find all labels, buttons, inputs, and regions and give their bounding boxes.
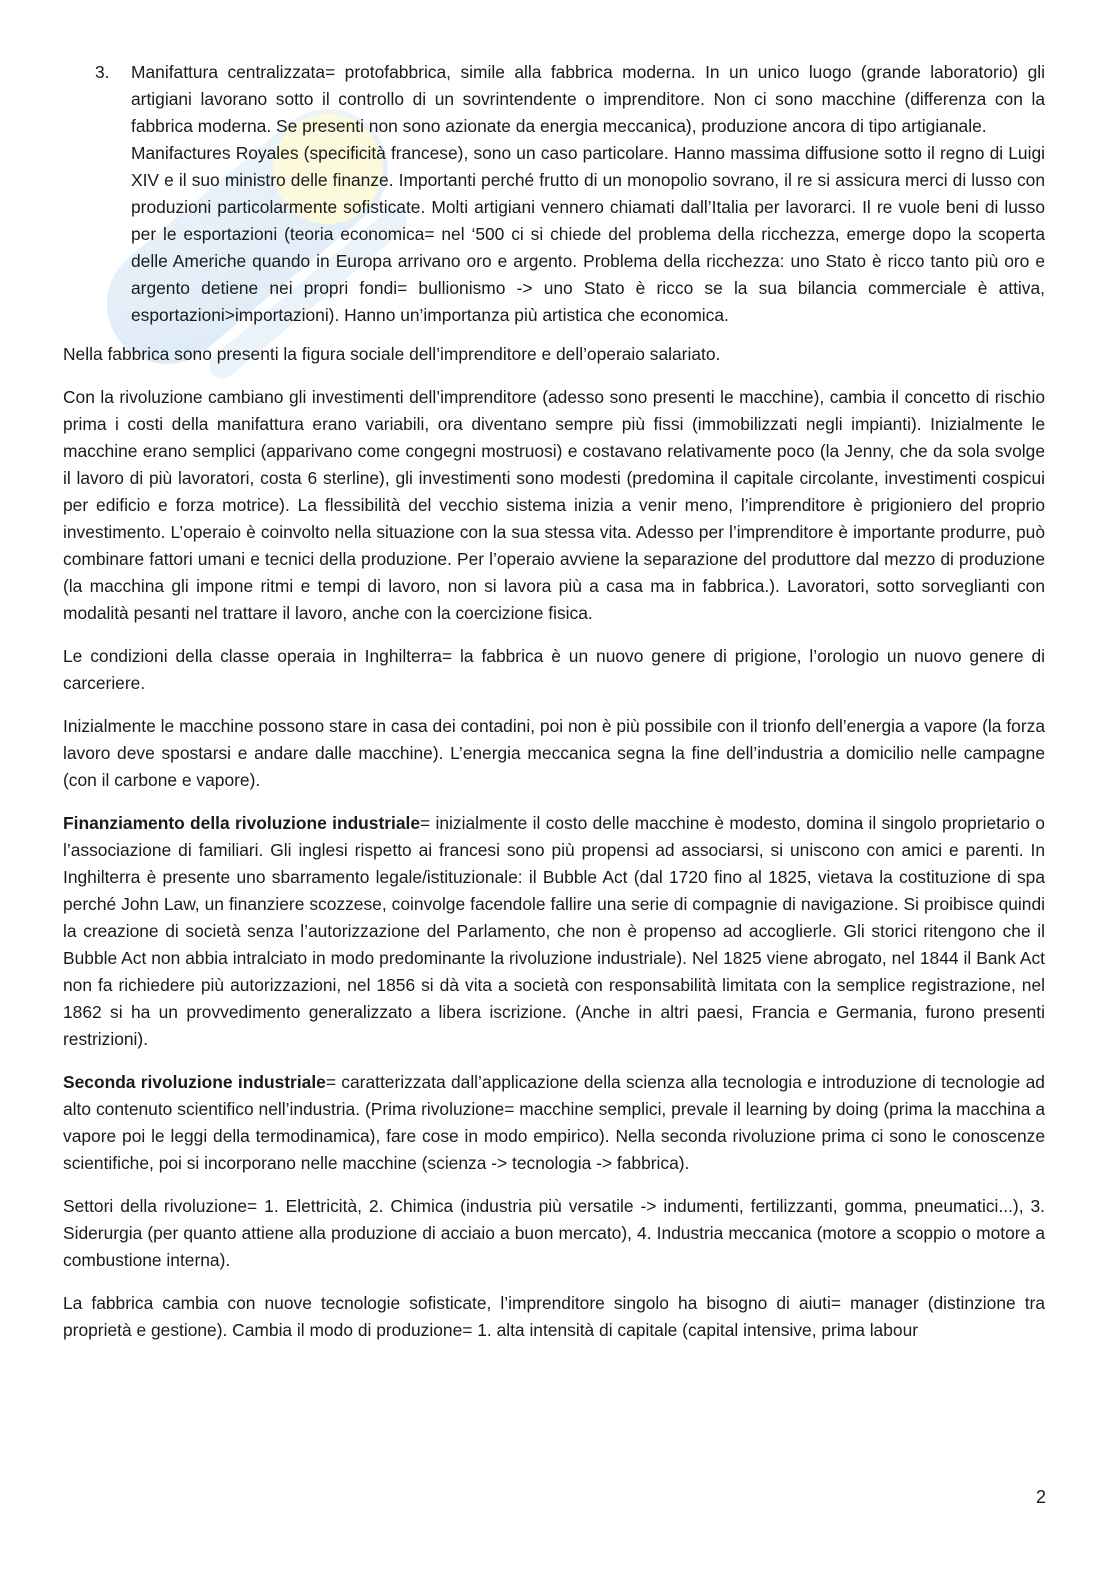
second-revolution-text: = caratterizzata dall’applicazione della scienza alla tecnologia e introduzione di tecnologie ad alto contenuto scientifico nell’industria. (Prima rivoluzione= macchine semplici, prevale il learning by doing (prima la macchina a vapore poi le leggi della termodinamica), fare cose in modo empirico). Nella seconda rivoluzione prima ci sono le conoscenze scientifiche, poi si incorporano nelle macchine (scienza -> tecnologia -> fabbrica).: [63, 1072, 1045, 1173]
list-body: [131, 59, 1045, 329]
paragraph-investments: Con la rivoluzione cambiano gli investimenti dell’imprenditore (adesso sono presenti le macchine), cambia il concetto di rischio prima i costi della manifattura erano variabili, ora diventano sempre più fissi (immobilizzati negli impianti). Inizialmente le macchine erano semplici (apparivano come congegni mostruosi) e costavano relativamente poco (la Jenny, che da sola svolge il lavoro di più lavoratori, costa 6 sterline), gli investimenti sono modesti (predomina il capitale circolante, investimenti cospicui per edificio e forza motrice). La flessibilità del vecchio sistema inizia a venir meno, l’imprenditore è prigioniero del proprio investimento. L’operaio è coinvolto nella situazione con la sua stessa vita. Adesso per l’imprenditore è importante produrre, può combinare fattori umani e tecnici della produzione. Per l’operaio avviene la separazione del produttore dal mezzo di produzione (la macchina gli impone ritmi e tempi di lavoro, non si lavora più a casa ma in fabbrica.). Lavoratori, sotto sorveglianti con modalità pesanti nel trattare il lavoro, anche con la coercizione fisica.: [63, 387, 1045, 623]
paragraph-financing: [63, 810, 1045, 1053]
list-number: 3.: [95, 62, 110, 82]
paragraph-working-class: Le condizioni della classe operaia in Inghilterra= la fabbrica è un nuovo genere di prigione, l’orologio un nuovo genere di carceriere.: [63, 646, 1045, 693]
list-paragraph-2: Manifactures Royales (specificità francese), sono un caso particolare. Hanno massima diffusione sotto il regno di Luigi XIV e il suo ministro delle finanze. Importanti perché frutto di un monopolio sovrano, il re si assicura merci di lusso con produzioni particolarmente sofisticate. Molti artigiani vennero chiamati dall’Italia per lavorarci. Il re vuole beni di lusso per le esportazioni (teoria economica= nel ‘500 ci si chiede del problema della ricchezza, emerge dopo la scoperta delle Americhe quando in Europa arrivano oro e argento. Problema della ricchezza: uno Stato è ricco tanto più oro e argento detiene nei propri fondi= bullionismo -> uno Stato è ricco se la sua bilancia commerciale è attiva, esportazioni>importazioni). Hanno un’importanza più artistica che economica.: [131, 143, 1045, 325]
list-item-3: [63, 59, 1045, 329]
financing-text: = inizialmente il costo delle macchine è modesto, domina il singolo proprietario o l’associazione di familiari. Gli inglesi rispetto ai francesi sono più propensi ad associarsi, si uniscono con amici e parenti. In Inghilterra è presente uno sbarramento legale/istituzionale: il Bubble Act (dal 1720 fino al 1825, vietava la costituzione di spa perché John Law, un finanziere scozzese, coinvolge facendole fallire una serie di compagnie di navigazione. Si proibisce quindi la creazione di società senza l’autorizzazione del Parlamento, che non è propenso ad accoglierle. Gli storici ritengono che il Bubble Act non abbia intralciato in modo predominante la rivoluzione industriale). Nel 1825 viene abrogato, nel 1844 il Bank Act non fa richiedere più autorizzazioni, nel 1856 si dà vita a società con responsabilità limitata con la semplice registrazione, nel 1862 si ha un provvedimento generalizzato a libera iscrizione. (Anche in altri paesi, Francia e Germania, furono presenti restrizioni).: [63, 813, 1045, 1049]
list-paragraph-1: Manifattura centralizzata= protofabbrica, simile alla fabbrica moderna. In un unico luogo (grande laboratorio) gli artigiani lavorano sotto il controllo di un sovrintendente o imprenditore. Non ci sono macchine (differenza con la fabbrica moderna. Se presenti non sono azionate da energia meccanica), produzione ancora di tipo artigianale.: [131, 62, 1045, 136]
paragraph-factory-change: La fabbrica cambia con nuove tecnologie sofisticate, l’imprenditore singolo ha bisogno di aiuti= manager (distinzione tra proprietà e gestione). Cambia il modo di produzione= 1. alta intensità di capitale (capital intensive, prima labour: [63, 1293, 1045, 1340]
paragraph-second-revolution: [63, 1069, 1045, 1177]
document-page: [63, 59, 1045, 1360]
paragraph-sectors: Settori della rivoluzione= 1. Elettricità, 2. Chimica (industria più versatile -> indumenti, fertilizzanti, gomma, pneumatici...), 3. Siderurgia (per quanto attiene alla produzione di acciaio a buon mercato), 4. Industria meccanica (motore a scoppio o motore a combustione interna).: [63, 1196, 1045, 1270]
page-number: 2: [1035, 1487, 1046, 1507]
financing-heading: Finanziamento della rivoluzione industriale: [63, 813, 421, 833]
paragraph-factory-figures: Nella fabbrica sono presenti la figura sociale dell’imprenditore e dell’operaio salariato.: [63, 344, 721, 364]
paragraph-steam-energy: Inizialmente le macchine possono stare in casa dei contadini, poi non è più possibile con il trionfo dell’energia a vapore (la forza lavoro deve spostarsi e andare dalle macchine). L’energia meccanica segna la fine dell’industria a domicilio nelle campagne (con il carbone e vapore).: [63, 716, 1045, 790]
second-revolution-heading: Seconda rivoluzione industriale: [63, 1072, 326, 1092]
